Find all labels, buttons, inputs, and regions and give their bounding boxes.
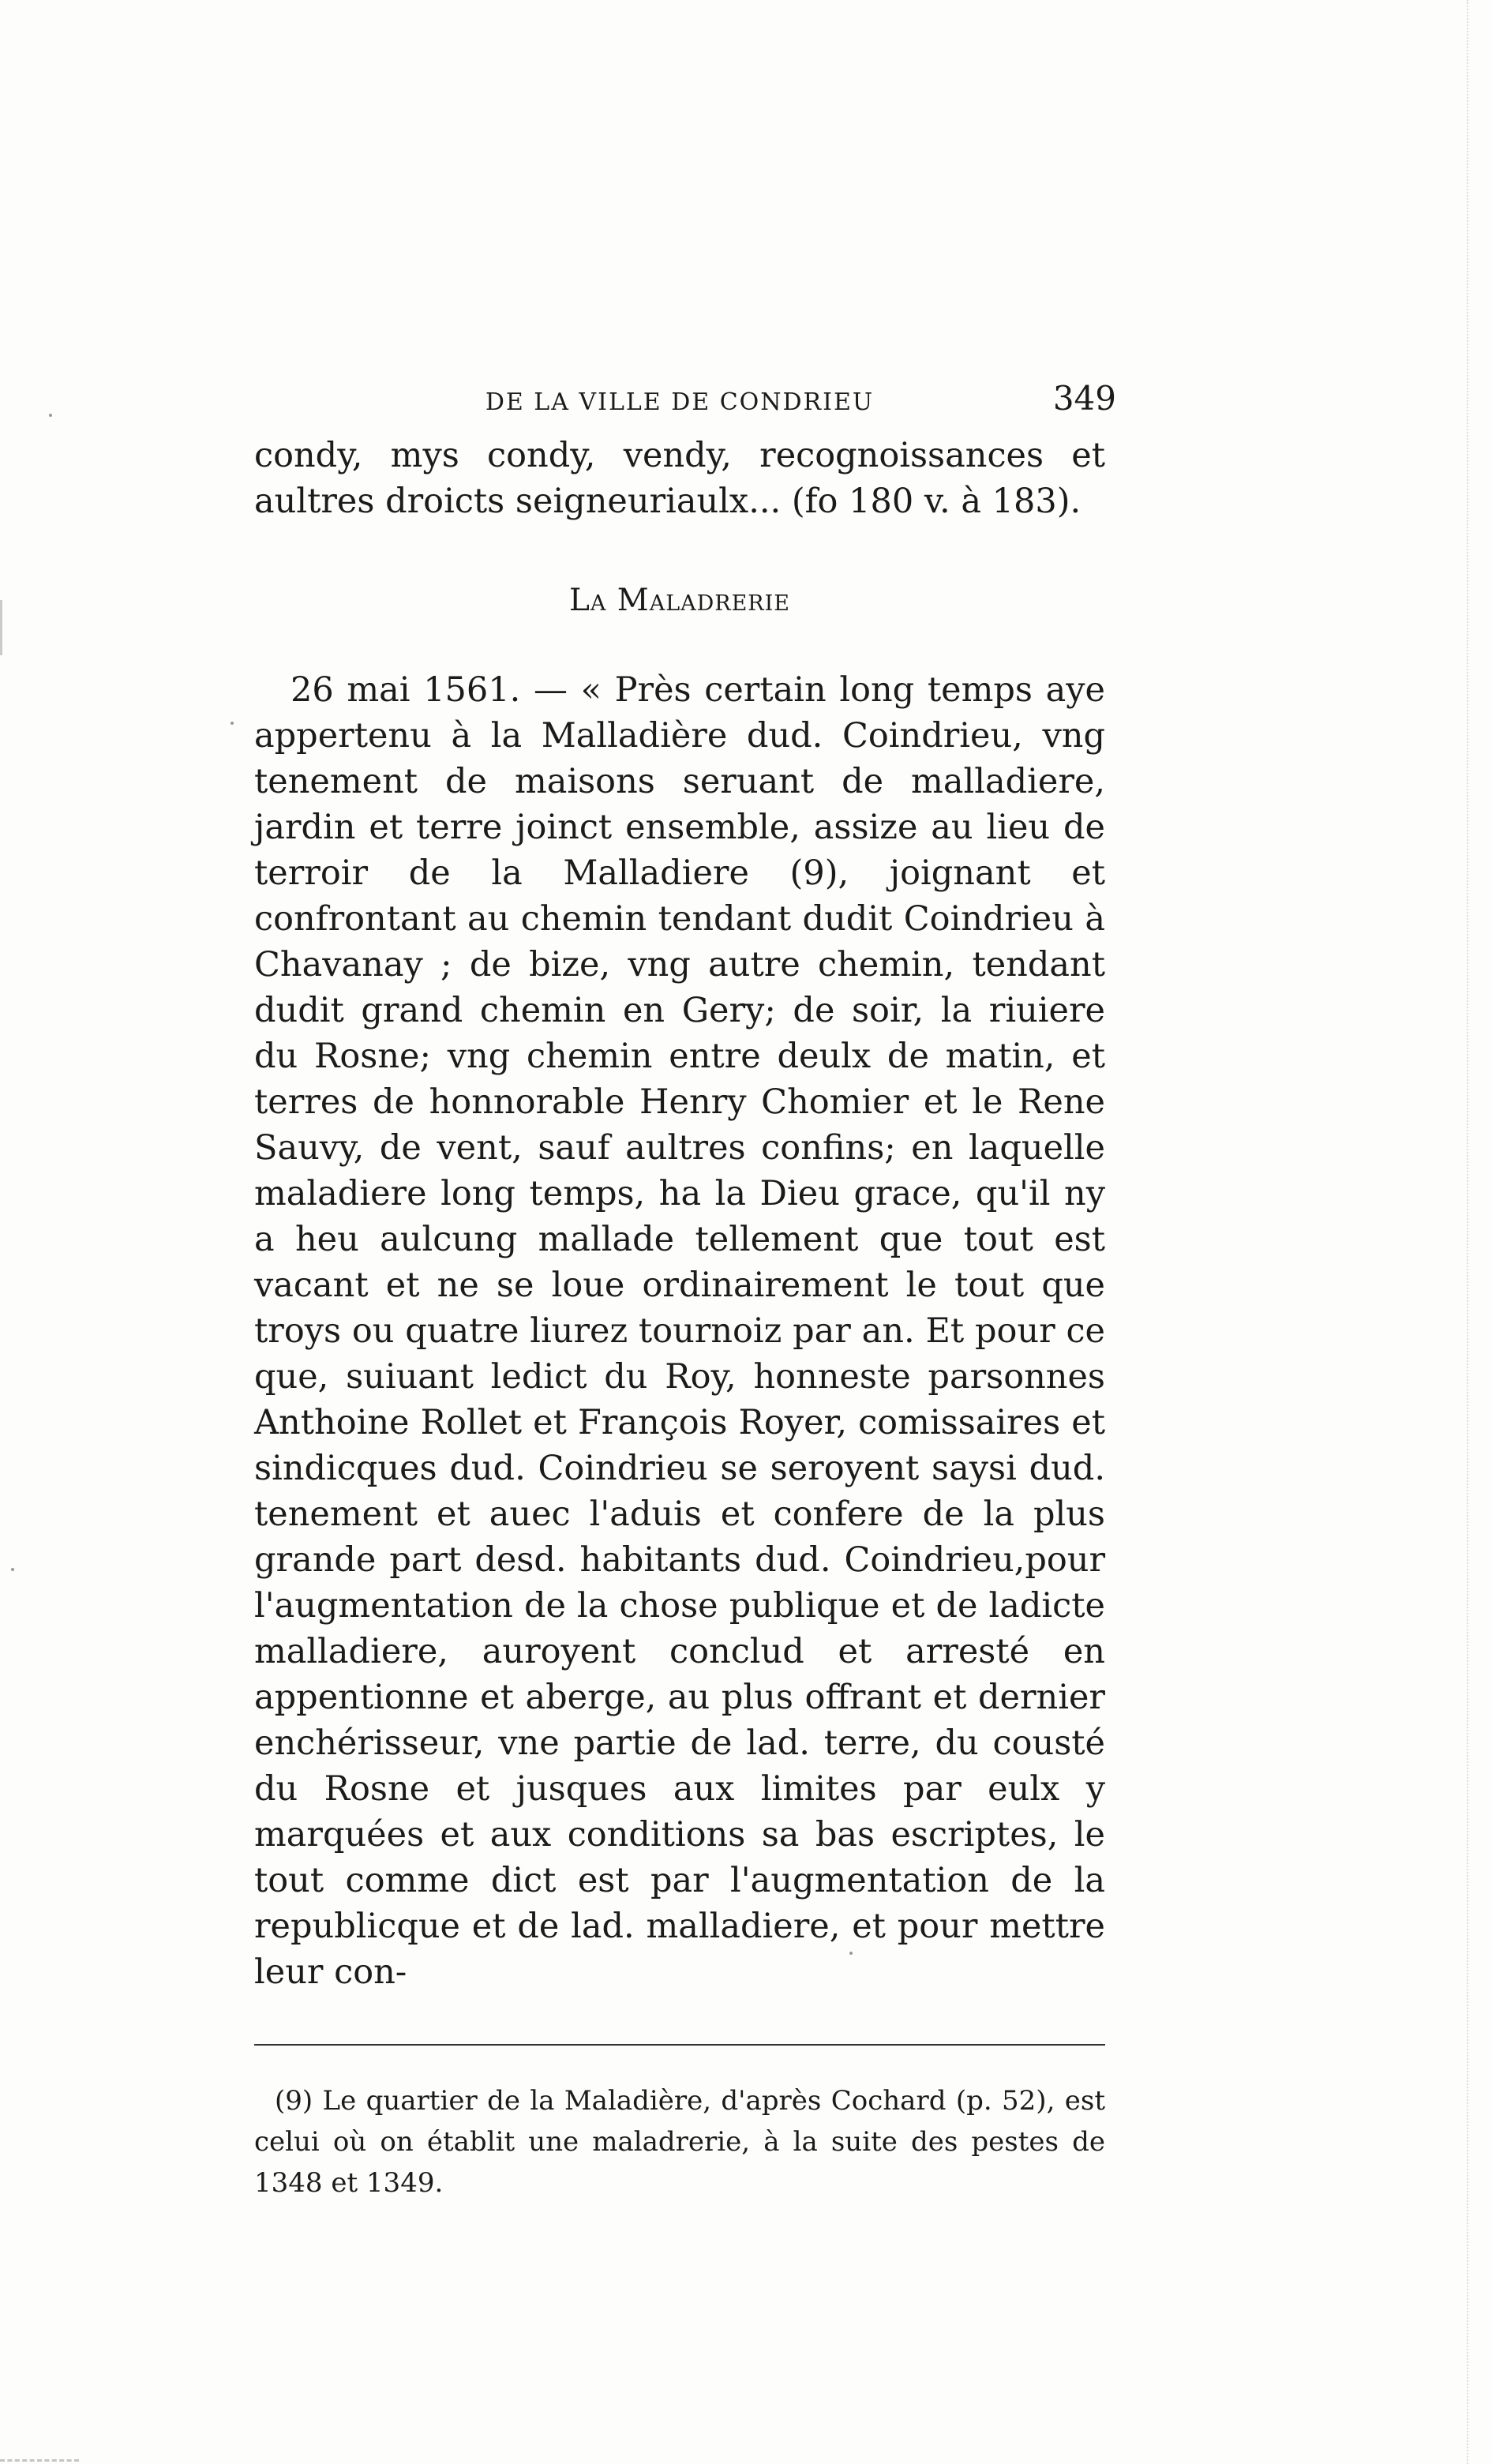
continuation-paragraph: condy, mys condy, vendy, recognoissances et aultres droicts seigneuriaulx... (fo 180 v. à 183).	[254, 436, 1105, 521]
body-text	[254, 433, 1105, 1995]
running-head	[254, 379, 1116, 426]
main-paragraph: 26 mai 1561. — « Près certain long temps aye appertenu à la Malladière dud. Coindrieu, vng tenement de maisons seruant de malladiere, jardin et terre joinct ensemble, assize au lieu de terroir de la Malladiere (9), joignant et confrontant au chemin tendant dudit Coindrieu à Chavanay ; de bize, vng autre chemin, tendant dudit grand chemin en Gery; de soir, la riuiere du Rosne; vng chemin entre deulx de matin, et terres de honnorable Henry Chomier et le Rene Sauvy, de vent, sauf aultres confins; en laquelle maladiere long temps, ha la Dieu grace, qu'il ny a heu aulcung mallade tellement que tout est vacant et ne se loue ordinairement le tout que troys ou quatre liurez tournoiz par an. Et pour ce que, suiuant ledict du Roy, honneste parsonnes Anthoine Rollet et François Royer, comissaires et sindicques dud. Coindrieu se seroyent saysi dud. tenement et auec l'aduis et confere de la plus grande part desd. habitants dud. Coindrieu,pour l'augmentation de la chose publique et de ladicte malladiere, auroyent conclud et arresté en appentionne et aberge, au plus offrant et dernier enchérisseur, vne partie de lad. terre, du cousté du Rosne et jusques aux limites par eulx y marquées et aux conditions sa bas escriptes, le tout comme dict est par l'augmentation de la republicque et de lad. malladiere, et pour mettre leur con-	[254, 670, 1105, 1992]
running-head-title: DE LA VILLE DE CONDRIEU	[485, 388, 875, 416]
scan-edge	[1467, 0, 1492, 2464]
page-number: 349	[1052, 379, 1116, 418]
ink-speck	[49, 414, 52, 417]
section-heading: La Maladrerie	[568, 583, 791, 618]
scan-mark	[0, 2459, 79, 2464]
scan-mark	[0, 600, 2, 655]
ink-speck	[231, 722, 234, 725]
book-page	[254, 379, 1116, 2203]
footnote-divider	[254, 2044, 1105, 2046]
footnote: (9) Le quartier de la Maladière, d'après Cochard (p. 52), est celui où on établit une maladrerie, à la suite des pestes de 1348 et 1349.	[254, 2085, 1105, 2199]
ink-speck	[11, 1568, 14, 1571]
